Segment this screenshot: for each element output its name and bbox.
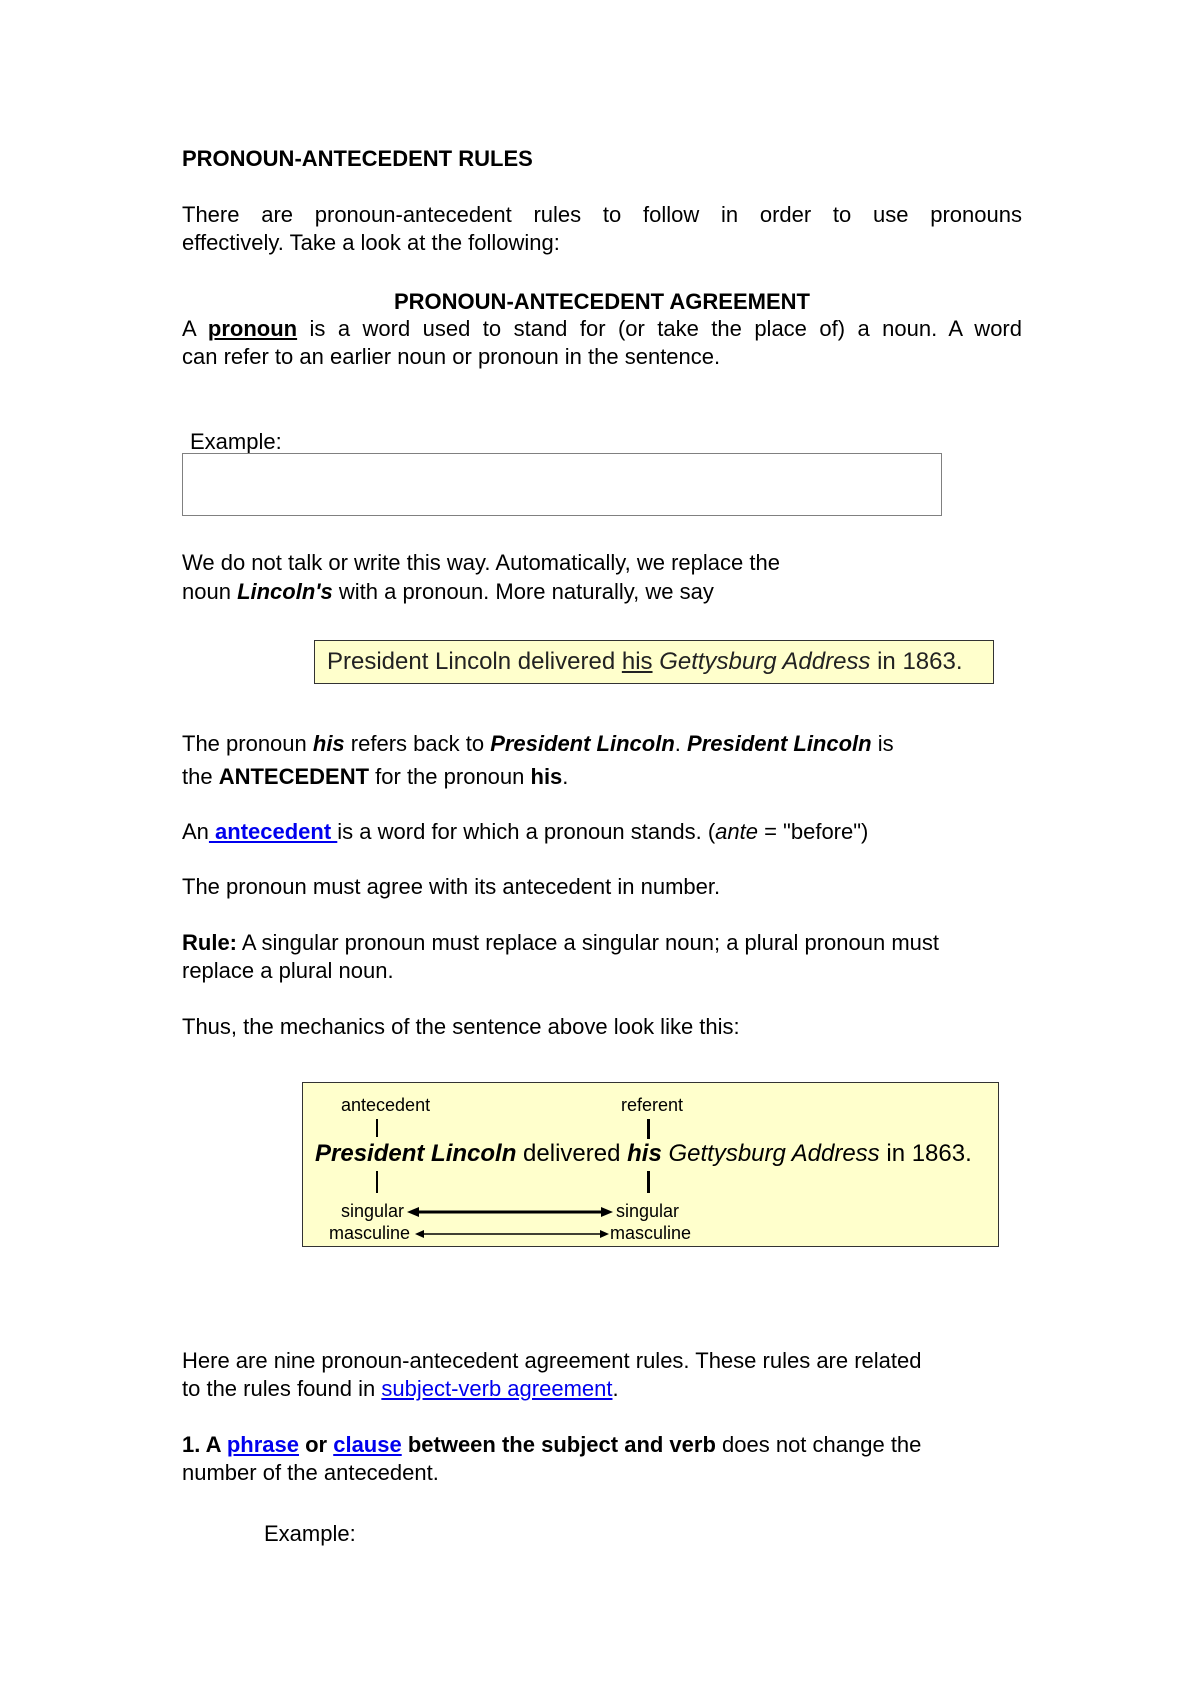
- refers-text: .: [674, 731, 688, 756]
- rule-paragraph: [182, 929, 1022, 985]
- page-title: PRONOUN-ANTECEDENT RULES: [182, 146, 533, 171]
- antecedent-def-text: = "before"): [757, 819, 869, 844]
- referent-label: referent: [621, 1095, 684, 1115]
- diagram-antecedent: President Lincoln: [315, 1140, 517, 1167]
- clause-link[interactable]: clause: [333, 1432, 402, 1457]
- rule-1-rest: does not change the: [715, 1432, 922, 1457]
- definition-line-2: can refer to an earlier noun or pronoun in the sentence.: [182, 344, 721, 369]
- refers-text: the: [182, 764, 219, 789]
- nine-rules-period: .: [612, 1376, 619, 1401]
- rule-label: Rule:: [182, 930, 237, 955]
- replace-text: noun: [182, 579, 238, 604]
- sentence-example-box: [314, 640, 994, 684]
- refers-text: The pronoun: [182, 731, 313, 756]
- rule-1-paragraph: [182, 1431, 1022, 1487]
- refers-his: his: [312, 731, 345, 756]
- refers-text: .: [562, 764, 569, 789]
- replace-text-end: with a pronoun. More naturally, we say: [332, 579, 714, 604]
- intro-paragraph: [182, 201, 1022, 257]
- refers-text: for the pronoun: [369, 764, 531, 789]
- example-label: Example:: [190, 429, 282, 454]
- subject-verb-agreement-link[interactable]: subject-verb agreement: [381, 1376, 613, 1401]
- nine-rules-paragraph: [182, 1347, 1022, 1403]
- intro-line-2: effectively. Take a look at the following:: [182, 230, 560, 255]
- refers-paragraph: [182, 727, 1022, 793]
- nine-rules-text: to the rules found in: [182, 1376, 382, 1401]
- masculine-arrow: [415, 1230, 609, 1238]
- masculine-right: masculine: [610, 1223, 692, 1243]
- lincolns-noun: Lincoln's: [237, 579, 333, 604]
- rule-1-or: or: [298, 1432, 334, 1457]
- singular-right: singular: [616, 1201, 680, 1221]
- diagram-text: delivered: [516, 1140, 628, 1167]
- rule-1-bold: between the subject and verb: [401, 1432, 716, 1457]
- agree-line: The pronoun must agree with its antecedent in number.: [182, 874, 721, 899]
- section-heading: PRONOUN-ANTECEDENT AGREEMENT: [394, 289, 810, 314]
- diagram-italic: Gettysburg Address: [668, 1140, 880, 1167]
- sentence-italic: Gettysburg Address: [659, 648, 871, 675]
- double-arrows: [303, 1083, 1000, 1248]
- rule-1-number: 1. A: [182, 1432, 227, 1457]
- rule-line-1: A singular pronoun must replace a singular noun; a plural pronoun must: [237, 930, 939, 955]
- definition-prefix: A: [182, 316, 208, 341]
- antecedent-def-text: An: [182, 819, 209, 844]
- diagram-end: in 1863.: [879, 1140, 972, 1167]
- nine-rules-line-1: Here are nine pronoun-antecedent agreement rules. These rules are related: [182, 1348, 922, 1373]
- refers-his-bold: his: [530, 764, 563, 789]
- sentence-pronoun: his: [621, 648, 653, 675]
- antecedent-definition: [182, 818, 1022, 846]
- phrase-link[interactable]: phrase: [226, 1432, 299, 1457]
- pronoun-term: pronoun: [207, 316, 298, 341]
- sentence-end: in 1863.: [870, 648, 963, 675]
- definition-rest: is a word used to stand for (or take the place of) a noun. A word: [297, 316, 1022, 341]
- rule-1-line-2: number of the antecedent.: [182, 1460, 439, 1485]
- pronoun-definition: [182, 315, 1022, 371]
- refers-lincoln: President Lincoln: [490, 731, 675, 756]
- antecedent-label: antecedent: [341, 1095, 431, 1115]
- diagram-pronoun: his: [627, 1140, 662, 1167]
- example-label-2: Example:: [264, 1521, 356, 1546]
- singular-arrow: [407, 1207, 613, 1217]
- sentence-part: President Lincoln delivered: [327, 648, 622, 675]
- mechanics-diagram: [302, 1082, 999, 1247]
- antecedent-link[interactable]: antecedent: [208, 819, 338, 844]
- example-box: [182, 453, 942, 516]
- intro-line-1: There are pronoun-antecedent rules to follow in order to use pronouns: [182, 202, 1022, 227]
- mechanics-line: Thus, the mechanics of the sentence above look like this:: [182, 1014, 740, 1039]
- masculine-left: masculine: [329, 1223, 411, 1243]
- rule-line-2: replace a plural noun.: [182, 958, 394, 983]
- replace-line-1: We do not talk or write this way. Automatically, we replace the: [182, 550, 780, 575]
- replace-paragraph: [182, 548, 1022, 606]
- antecedent-bold: ANTECEDENT: [218, 764, 370, 789]
- refers-lincoln: President Lincoln: [687, 731, 872, 756]
- ante-italic: ante: [715, 819, 758, 844]
- antecedent-def-text: is a word for which a pronoun stands. (: [337, 819, 716, 844]
- singular-left: singular: [341, 1201, 405, 1221]
- refers-text: is: [871, 731, 894, 756]
- refers-text: refers back to: [344, 731, 491, 756]
